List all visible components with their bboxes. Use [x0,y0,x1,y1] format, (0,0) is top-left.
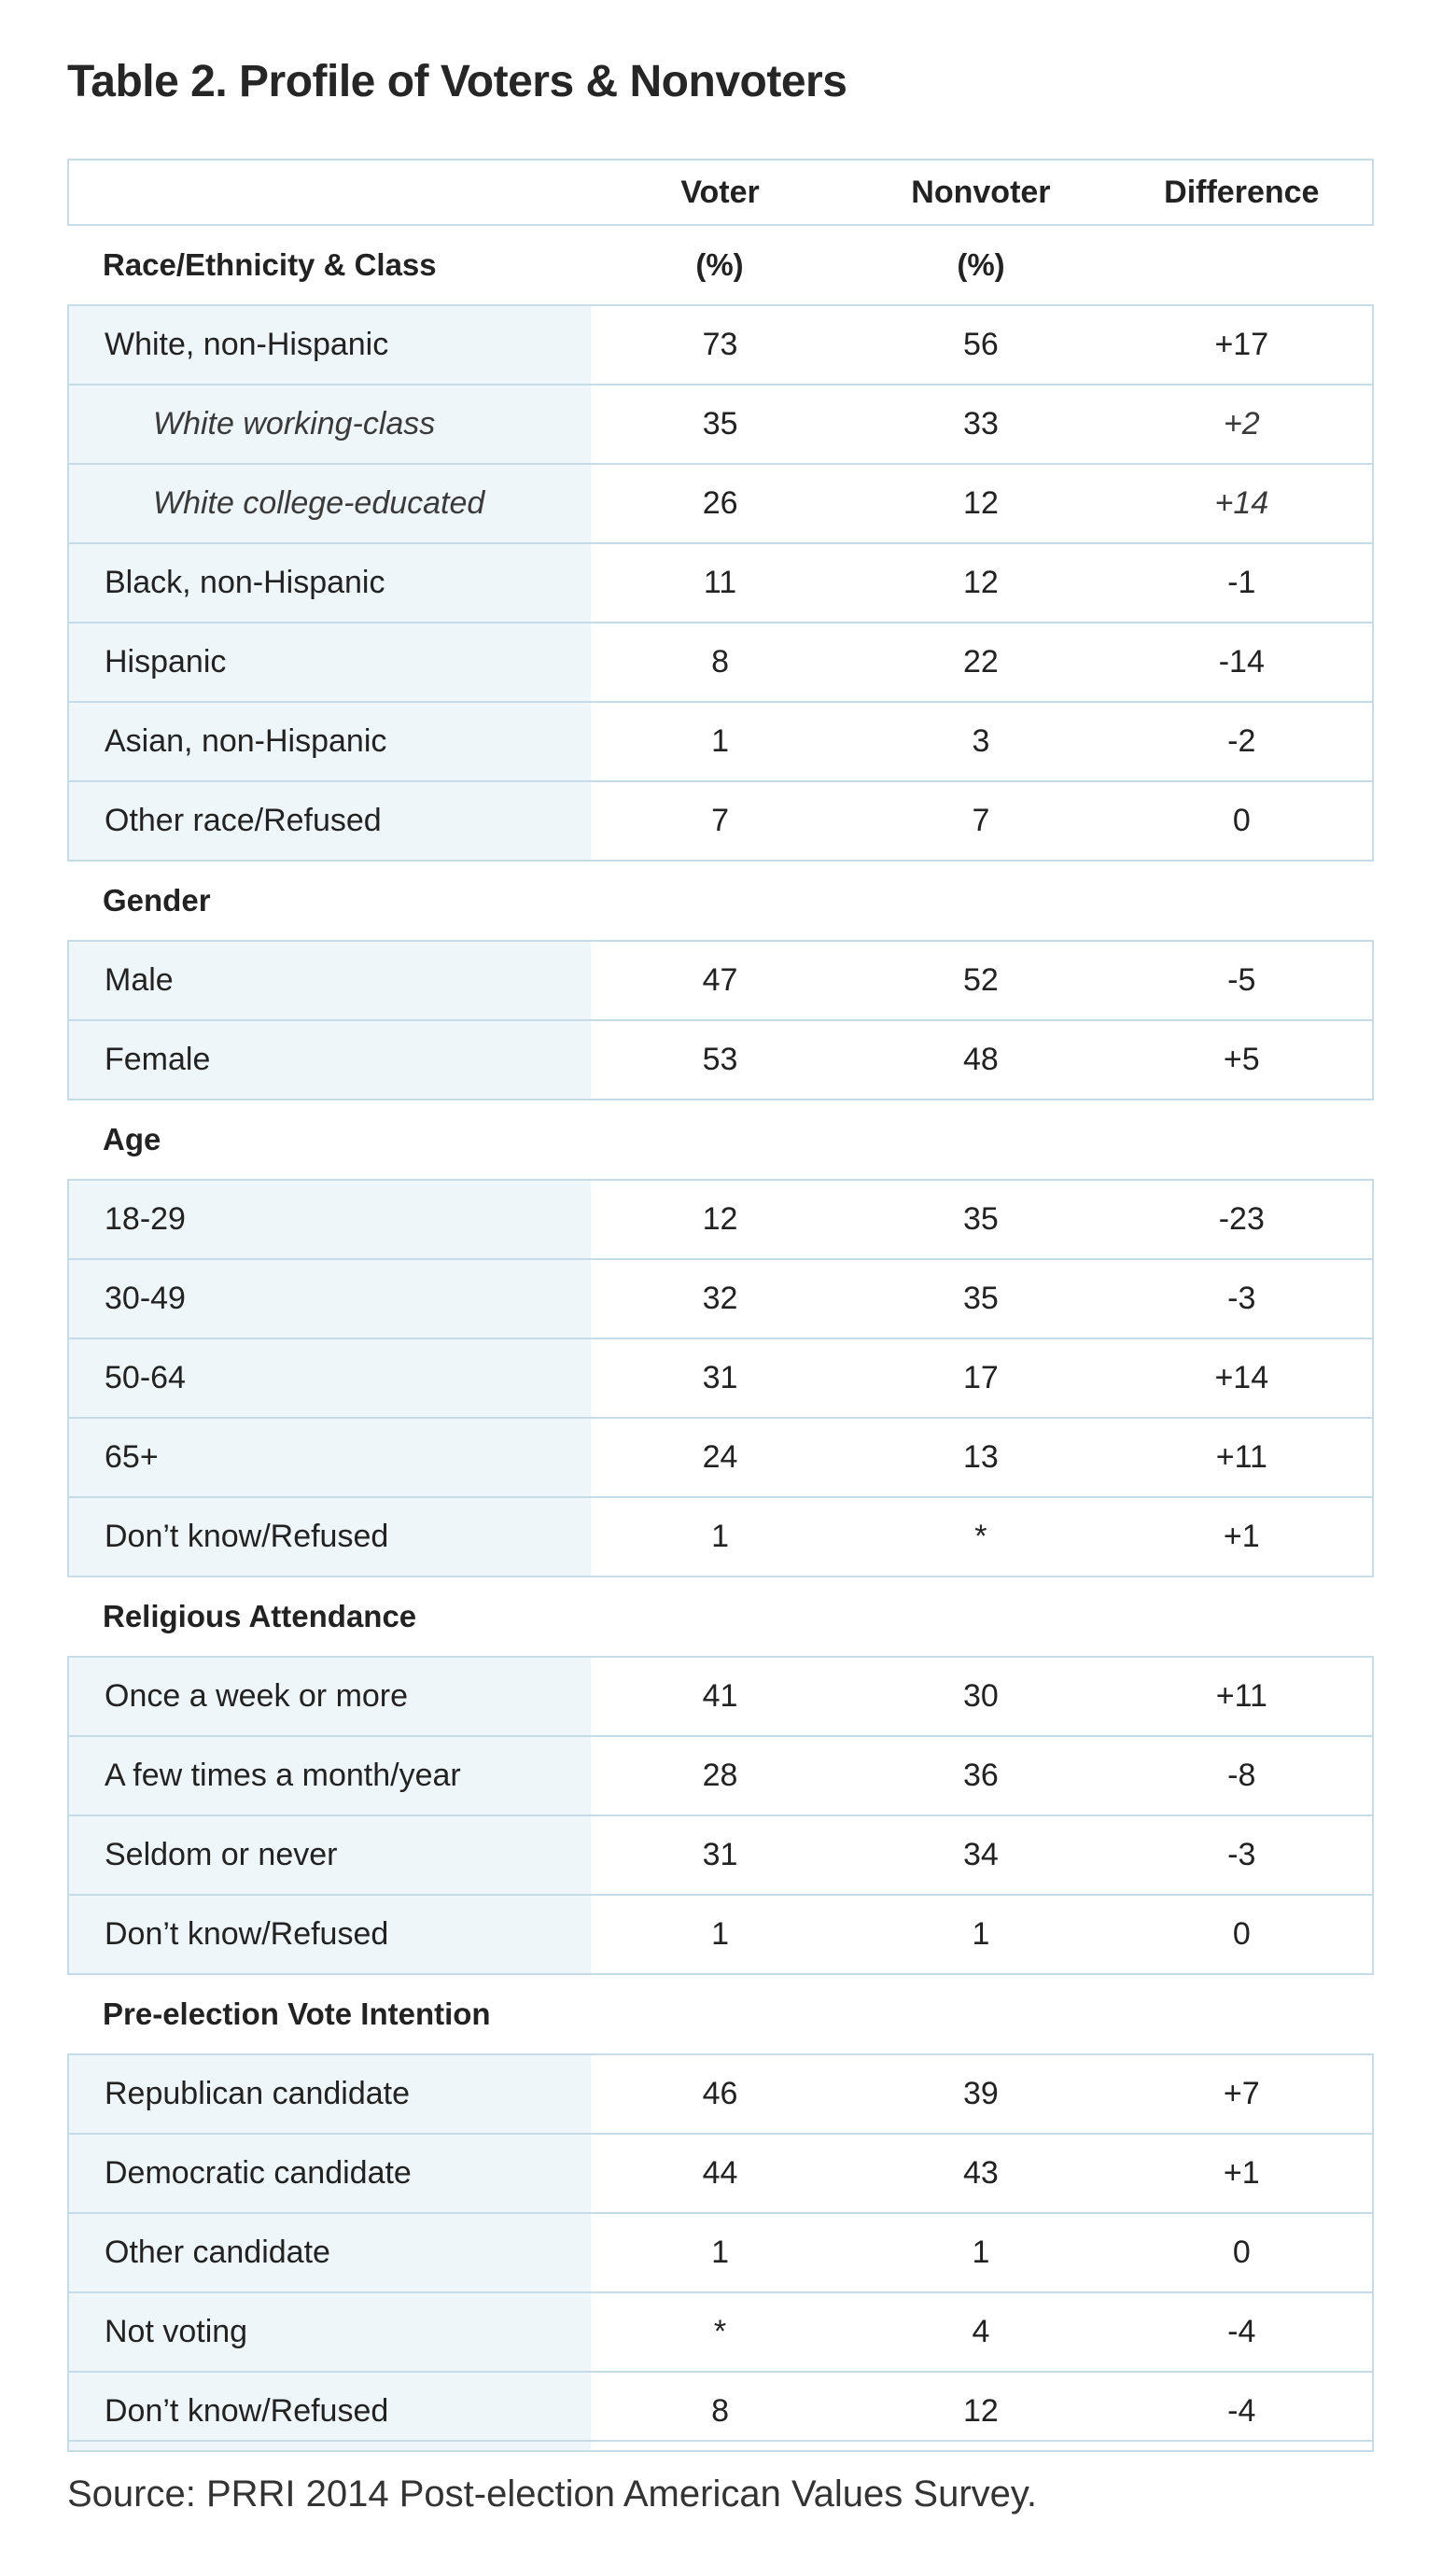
difference-value: +11 [1215,1678,1267,1714]
nonvoter-value: 34 [963,1837,999,1872]
table-row [69,1735,1372,1814]
nonvoter-value: 7 [972,803,990,838]
row-label: Hispanic [105,644,227,680]
voter-value: 8 [711,644,729,680]
section-header [67,1975,1374,2053]
section-title: Pre-election Vote Intention [103,1997,491,2031]
table-row [69,1814,1372,1894]
voter-value: 1 [711,2235,729,2270]
voter-value: 46 [702,2076,738,2111]
nonvoter-value: 12 [963,565,999,600]
difference-value: +5 [1223,1042,1260,1077]
voter-value: 31 [702,1360,738,1395]
voter-value: 1 [711,723,729,759]
difference-value: 0 [1232,2235,1251,2270]
difference-value: -23 [1218,1201,1265,1237]
nonvoter-value: 35 [963,1201,999,1237]
row-label: Republican candidate [105,2076,411,2111]
section-header [67,226,1374,304]
table-row [69,1417,1372,1496]
section-rows [67,1179,1374,1577]
voter-value: 26 [702,485,738,521]
voter-value: 44 [702,2155,738,2191]
difference-value: +14 [1214,1360,1269,1395]
nonvoter-value: 52 [963,962,999,998]
nonvoter-value: 48 [963,1042,999,1077]
table-row [69,384,1372,463]
row-label: Other candidate [105,2235,330,2270]
voter-value: 1 [711,1916,729,1952]
page-title: Table 2. Profile of Voters & Nonvoters [67,57,847,106]
voter-value: 12 [702,1201,738,1237]
section-header [67,1100,1374,1179]
difference-value: 0 [1232,803,1251,838]
nonvoter-column-header: Nonvoter [911,174,1051,210]
difference-value: -3 [1227,1281,1256,1316]
row-label: Don’t know/Refused [105,1519,389,1554]
row-label: 65+ [105,1439,159,1475]
row-label: Other race/Refused [105,803,382,838]
nonvoter-unit-label: (%) [957,247,1005,282]
difference-value: -5 [1227,962,1256,998]
nonvoter-value: 17 [963,1360,999,1395]
nonvoter-value: 33 [963,406,999,441]
table-row [69,622,1372,701]
table-row [69,2133,1372,2212]
difference-value: -2 [1227,723,1256,759]
table-row [69,1181,1372,1258]
voter-column-header: Voter [680,174,760,210]
voter-value: 53 [702,1042,738,1077]
voter-value: 8 [711,2393,729,2429]
nonvoter-value: 4 [972,2314,990,2349]
difference-value: +1 [1223,2155,1260,2191]
table-row [69,942,1372,1019]
nonvoter-value: 13 [963,1439,999,1475]
difference-value: +1 [1223,1519,1260,1554]
difference-value: -3 [1227,1837,1256,1872]
table-row [69,1658,1372,1735]
table-row [69,1338,1372,1417]
row-label: Not voting [105,2314,248,2349]
nonvoter-value: 36 [963,1758,999,1793]
table-row [69,2291,1372,2371]
section-rows [67,2053,1374,2452]
nonvoter-value: 12 [963,485,999,521]
row-label: Democratic candidate [105,2155,412,2191]
row-label: A few times a month/year [105,1758,461,1793]
section-header [67,862,1374,940]
source-divider [67,2440,1374,2442]
section-rows [67,940,1374,1100]
section-header [67,1577,1374,1656]
table-row [69,1019,1372,1099]
difference-value: +14 [1214,485,1269,521]
nonvoter-value: 3 [972,723,990,759]
row-label: White, non-Hispanic [105,327,389,362]
voter-value: * [713,2314,727,2349]
row-label: 30-49 [105,1281,186,1316]
nonvoter-value: 43 [963,2155,999,2191]
row-label: Don’t know/Refused [105,2393,389,2429]
difference-value: +7 [1223,2076,1260,2111]
row-label: 18-29 [105,1201,186,1237]
table-row [69,463,1372,542]
row-label: Male [105,962,174,998]
nonvoter-value: 30 [963,1678,999,1714]
row-label: White college-educated [153,485,485,521]
table-row [69,306,1372,384]
table-row [69,780,1372,860]
voter-value: 73 [702,327,738,362]
difference-value: 0 [1232,1916,1251,1952]
difference-value: -14 [1218,644,1265,680]
nonvoter-value: 22 [963,644,999,680]
nonvoter-value: 1 [972,2235,990,2270]
difference-value: -4 [1227,2314,1256,2349]
table-row [69,701,1372,780]
row-label: Don’t know/Refused [105,1916,389,1952]
row-label: Seldom or never [105,1837,338,1872]
difference-value: -4 [1227,2393,1256,2429]
row-label: Once a week or more [105,1678,409,1714]
difference-value: -8 [1227,1758,1256,1793]
table-row [69,1258,1372,1338]
voter-value: 47 [702,962,738,998]
table-row [69,2212,1372,2291]
row-label: White working-class [153,406,436,441]
row-label: Female [105,1042,211,1077]
voter-value: 31 [702,1837,738,1872]
row-label: Black, non-Hispanic [105,565,385,600]
section-title: Gender [103,883,211,918]
section-title: Religious Attendance [103,1599,417,1633]
voter-value: 35 [702,406,738,441]
section-title: Age [103,1122,161,1156]
section-rows [67,304,1374,862]
voter-value: 7 [711,803,729,838]
nonvoter-value: 39 [963,2076,999,2111]
nonvoter-value: 1 [972,1916,990,1952]
nonvoter-value: 35 [963,1281,999,1316]
voter-value: 32 [702,1281,738,1316]
table-row [69,1894,1372,1973]
section-rows [67,1656,1374,1975]
voter-unit-label: (%) [695,247,744,282]
nonvoter-value: 56 [963,327,999,362]
row-label: 50-64 [105,1360,186,1395]
source-note: Source: PRRI 2014 Post-election American Values Survey. [67,2473,1038,2515]
difference-value: +17 [1214,327,1269,362]
difference-column-header: Difference [1164,174,1320,210]
voter-value: 28 [702,1758,738,1793]
table-row [69,542,1372,622]
section-title: Race/Ethnicity & Class [103,247,437,282]
table-row [69,2371,1372,2450]
profile-table [67,159,1374,2452]
table-row [69,2055,1372,2133]
voter-value: 41 [702,1678,738,1714]
column-header-row [67,159,1374,226]
voter-value: 1 [711,1519,729,1554]
voter-value: 24 [702,1439,738,1475]
difference-value: +11 [1215,1439,1267,1475]
difference-value: -1 [1227,565,1256,600]
table-row [69,1496,1372,1576]
voter-value: 11 [703,565,737,600]
nonvoter-value: * [974,1519,987,1554]
table-body [67,226,1374,2452]
difference-value: +2 [1223,406,1260,441]
nonvoter-value: 12 [963,2393,999,2429]
row-label: Asian, non-Hispanic [105,723,387,759]
